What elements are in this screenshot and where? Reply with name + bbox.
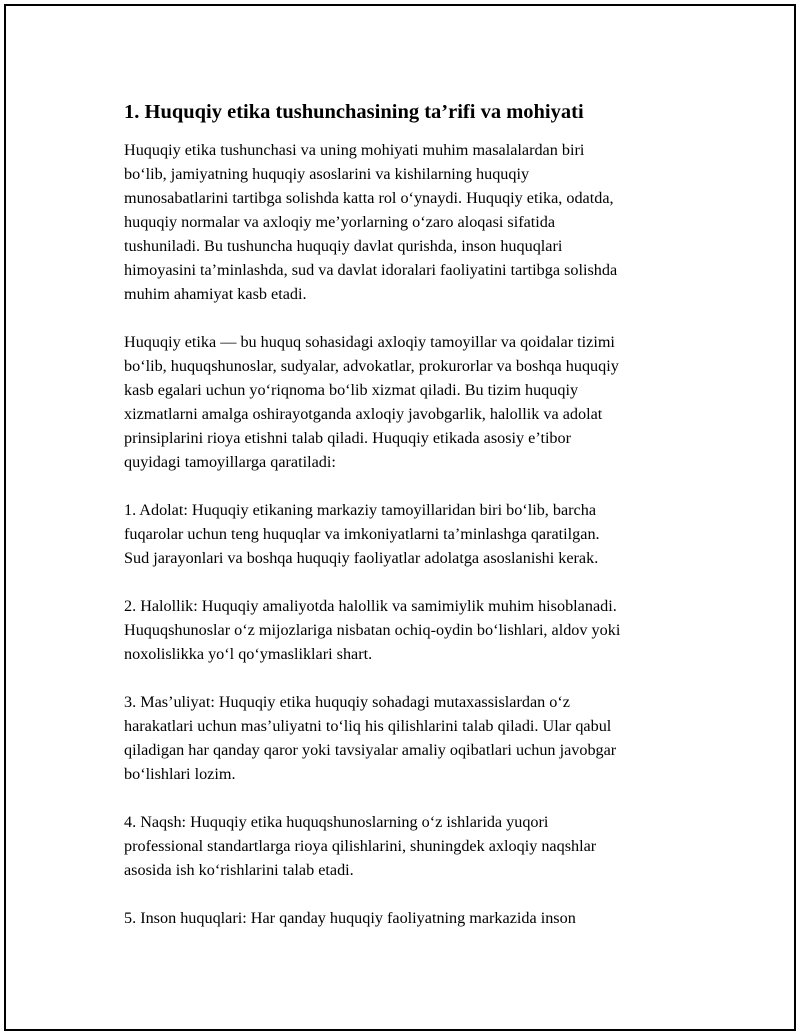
text-line: himoyasini ta’minlashda, sud va davlat idoralari faoliyatini tartibga solishda <box>124 261 618 279</box>
text-line: professional standartlarga rioya qilishlarini, shuningdek axloqiy naqshlar <box>124 837 597 855</box>
text-line: harakatlari uchun mas’uliyatni to‘liq his qilishlarini talab qiladi. Ular qabul <box>124 717 612 735</box>
text-line: Huquqiy etika tushunchasi va uning mohiyati muhim masalalardan biri <box>124 141 585 159</box>
text-line: bo‘lib, huquqshunoslar, sudyalar, advokatlar, prokurorlar va boshqa huquqiy <box>124 357 619 375</box>
text-line: bo‘lib, jamiyatning huquqiy asoslarini va kishilarning huquqiy <box>124 165 530 183</box>
text-line: prinsiplarini rioya etishni talab qiladi. Huquqiy etikada asosiy e’tibor <box>124 429 572 447</box>
text-line: 2. Halollik: Huquqiy amaliyotda halollik va samimiylik muhim hisoblanadi. <box>124 597 617 615</box>
list-item-inson-huquqlari <box>124 906 724 930</box>
text-line: quyidagi tamoyillarga qaratiladi: <box>124 453 336 471</box>
list-item-adolat <box>124 498 724 570</box>
text-line: asosida ish ko‘rishlarini talab etadi. <box>124 861 354 879</box>
page-frame <box>4 4 796 1031</box>
text-line: Huquqiy etika — bu huquq sohasidagi axloqiy tamoyillar va qoidalar tizimi <box>124 333 615 351</box>
text-line: fuqarolar uchun teng huquqlar va imkoniyatlarni ta’minlashga qaratilgan. <box>124 525 600 543</box>
text-line: kasb egalari uchun yo‘riqnoma bo‘lib xizmat qiladi. Bu tizim huquqiy <box>124 381 579 399</box>
text-line: huquqiy normalar va axloqiy me’yorlarning o‘zaro aloqasi sifatida <box>124 213 556 231</box>
list-item-halollik <box>124 594 724 666</box>
text-line: 1. Adolat: Huquqiy etikaning markaziy tamoyillaridan biri bo‘lib, barcha <box>124 501 597 519</box>
text-line: qiladigan har qanday qaror yoki tavsiyalar amaliy oqibatlari uchun javobgar <box>124 741 617 759</box>
text-line: xizmatlarni amalga oshirayotganda axloqiy javobgarlik, halollik va adolat <box>124 405 603 423</box>
paragraph-definition <box>124 330 724 474</box>
text-line: 4. Naqsh: Huquqiy etika huquqshunoslarning o‘z ishlarida yuqori <box>124 813 549 831</box>
text-line: Huquqshunoslar o‘z mijozlariga nisbatan ochiq-oydin bo‘lishlari, aldov yoki <box>124 621 621 639</box>
text-line: bo‘lishlari lozim. <box>124 765 236 783</box>
paragraph-intro <box>124 138 724 306</box>
list-item-masuliyat <box>124 690 724 786</box>
list-item-naqsh <box>124 810 724 882</box>
text-line: noxolislikka yo‘l qo‘ymasliklari shart. <box>124 645 373 663</box>
document-body <box>124 100 724 954</box>
text-line: munosabatlarini tartibga solishda katta rol o‘ynaydi. Huquqiy etika, odatda, <box>124 189 614 207</box>
text-line: 5. Inson huquqlari: Har qanday huquqiy faoliyatning markazida inson <box>124 909 576 927</box>
section-heading: 1. Huquqiy etika tushunchasining ta’rifi va mohiyati <box>124 101 584 123</box>
text-line: muhim ahamiyat kasb etadi. <box>124 285 307 303</box>
text-line: tushuniladi. Bu tushuncha huquqiy davlat qurishda, inson huquqlari <box>124 237 563 255</box>
text-line: 3. Mas’uliyat: Huquqiy etika huquqiy sohadagi mutaxassislardan o‘z <box>124 693 570 711</box>
text-line: Sud jarayonlari va boshqa huquqiy faoliyatlar adolatga asoslanishi kerak. <box>124 549 599 567</box>
